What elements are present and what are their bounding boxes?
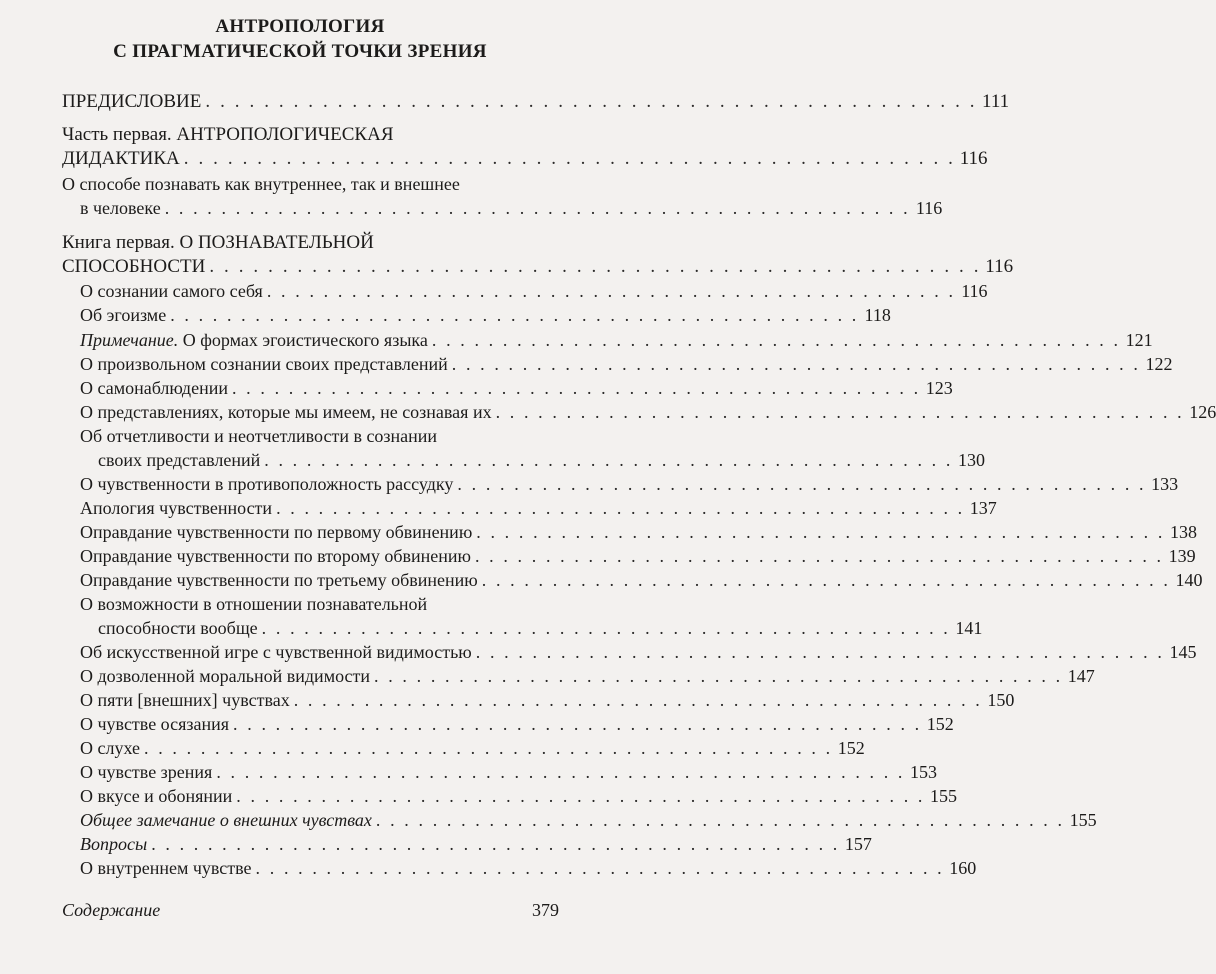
toc-page-number: 118	[864, 305, 891, 325]
toc-page-number: 126	[1189, 402, 1216, 422]
toc-entry[interactable]	[80, 714, 954, 739]
toc-page-number: 141	[955, 618, 983, 638]
leader-dots: . . . . . . . . . . . . . . . . . . . . . . . . . . . . . . . . . . . . . . . . . . . . . . . . .	[236, 786, 925, 806]
toc-entry-text: Оправдание чувственности по первому обвинению	[80, 522, 473, 542]
part1-heading-line1: Часть первая. АНТРОПОЛОГИЧЕСКАЯ	[62, 124, 394, 145]
toc-entry[interactable]	[80, 474, 1179, 499]
toc-entry-text: ДИДАКТИКА	[62, 148, 180, 169]
leader-dots: . . . . . . . . . . . . . . . . . . . . . . . . . . . . . . . . . . . . . . . . . . . . . . . . .	[457, 474, 1147, 494]
toc-entry-text: О чувстве зрения	[80, 762, 213, 782]
leader-dots: . . . . . . . . . . . . . . . . . . . . . . . . . . . . . . . . . . . . . . . . . . . . . . . . .	[144, 738, 833, 758]
note-label: Примечание.	[80, 330, 179, 350]
way-heading-line1: О способе познавать как внутреннее, так и внешнее	[62, 174, 460, 194]
toc-entry-text: способности вообще	[98, 618, 258, 638]
toc-page-number: 133	[1151, 474, 1179, 494]
toc-entry[interactable]	[80, 522, 1197, 547]
toc-entry[interactable]	[80, 690, 1015, 715]
toc-entry[interactable]	[80, 810, 1097, 835]
leader-dots: . . . . . . . . . . . . . . . . . . . . . . . . . . . . . . . . . . . . . . . . . . . . . . . . .	[170, 305, 859, 325]
toc-page-number: 137	[969, 498, 997, 518]
leader-dots: . . . . . . . . . . . . . . . . . . . . . . . . . . . . . . . . . . . . . . . . . . . . . . . . .	[481, 570, 1171, 590]
toc-page-number: 150	[987, 690, 1015, 710]
toc-entry-text: О дозволенной моральной видимости	[80, 666, 371, 686]
toc-entry[interactable]	[80, 305, 891, 330]
toc-entry-text: О чувственности в противоположность рассудку	[80, 474, 454, 494]
toc-entry[interactable]	[80, 378, 953, 403]
toc-entry-text: О вкусе и обонянии	[80, 786, 233, 806]
toc-entry[interactable]	[80, 738, 865, 763]
toc-page-number: 138	[1169, 522, 1197, 542]
leader-dots: . . . . . . . . . . . . . . . . . . . . . . . . . . . . . . . . . . . . . . . . . . . . . . . . .	[474, 546, 1164, 566]
toc-page-number: 116	[915, 198, 943, 218]
title-line-1: АНТРОПОЛОГИЯ	[215, 16, 385, 37]
note-text: О формах эгоистического языка	[178, 330, 428, 350]
toc-entry-text: О чувстве осязания	[80, 714, 230, 734]
toc-entry[interactable]	[80, 762, 938, 787]
leader-dots: . . . . . . . . . . . . . . . . . . . . . . . . . . . . . . . . . . . . . . . . . . . . . . . . .	[475, 642, 1165, 662]
leader-dots: . . . . . . . . . . . . . . . . . . . . . . . . . . . . . . . . . . . . . . . . . . . . . . . . .	[233, 714, 922, 734]
toc-entry[interactable]	[80, 570, 1203, 595]
toc-entry-text: Оправдание чувственности по второму обвинению	[80, 546, 471, 566]
leader-dots: . . . . . . . . . . . . . . . . . . . . . . . . . . . . . . . . . . . . . . . . . . . . . . . . .	[431, 330, 1121, 350]
toc-page-number: 116	[961, 281, 988, 301]
clarity-heading-line1: Об отчетливости и неотчетливости в сознании	[80, 426, 438, 446]
toc-entry-preface[interactable]	[62, 91, 1010, 116]
leader-dots: . . . . . . . . . . . . . . . . . . . . . . . . . . . . . . . . . . . . . . . . . . . . . . . . . . . . .	[183, 148, 956, 169]
toc-entry[interactable]	[80, 498, 997, 523]
leader-dots: . . . . . . . . . . . . . . . . . . . . . . . . . . . . . . . . . . . . . . . . . . . . . . . . .	[276, 498, 965, 518]
toc-entry-text: в человеке	[80, 198, 161, 218]
toc-entry-text: О представлениях, которые мы имеем, не сознавая их	[80, 402, 492, 422]
leader-dots: . . . . . . . . . . . . . . . . . . . . . . . . . . . . . . . . . . . . . . . . . . . . . . . . .	[293, 690, 983, 710]
toc-entry[interactable]	[80, 354, 1173, 379]
toc-page-number: 155	[930, 786, 957, 806]
toc-entry-text: О сознании самого себя	[80, 281, 263, 301]
toc-entry[interactable]	[80, 786, 957, 811]
toc-page-number: 123	[925, 378, 953, 398]
leader-dots: . . . . . . . . . . . . . . . . . . . . . . . . . . . . . . . . . . . . . . . . . . . . . . . . .	[231, 378, 921, 398]
toc-entry-text: Апология чувственности	[80, 498, 273, 518]
toc-page-number: 157	[844, 834, 872, 854]
page-number: 379	[532, 900, 559, 920]
toc-entry-text	[80, 330, 428, 351]
toc-page-number: 145	[1169, 642, 1197, 662]
running-footer-section: Содержание	[62, 900, 161, 920]
leader-dots: . . . . . . . . . . . . . . . . . . . . . . . . . . . . . . . . . . . . . . . . . . . . . . . . .	[261, 618, 951, 638]
leader-dots: . . . . . . . . . . . . . . . . . . . . . . . . . . . . . . . . . . . . . . . . . . . . . . . . .	[255, 858, 945, 878]
leader-dots: . . . . . . . . . . . . . . . . . . . . . . . . . . . . . . . . . . . . . . . . . . . . . . . . .	[374, 666, 1063, 686]
leader-dots: . . . . . . . . . . . . . . . . . . . . . . . . . . . . . . . . . . . . . . . . . . . . . . . . .	[151, 834, 840, 854]
leader-dots: . . . . . . . . . . . . . . . . . . . . . . . . . . . . . . . . . . . . . . . . . . . . . . . . .	[451, 354, 1141, 374]
toc-entry-text: Общее замечание о внешних чувствах	[80, 810, 372, 830]
toc-page-number: 147	[1067, 666, 1095, 686]
toc-entry[interactable]	[80, 858, 977, 883]
toc-entry-text: ПРЕДИСЛОВИЕ	[62, 91, 202, 112]
toc-entry[interactable]	[80, 402, 1216, 427]
toc-entry[interactable]	[80, 330, 1153, 355]
toc-entry-clarity[interactable]	[98, 450, 985, 475]
toc-entry-book1[interactable]	[62, 256, 1014, 281]
toc-page-number: 111	[982, 91, 1010, 112]
toc-page-number: 155	[1069, 810, 1097, 830]
leader-dots: . . . . . . . . . . . . . . . . . . . . . . . . . . . . . . . . . . . . . . . . . . . . . . . . .	[216, 762, 906, 782]
toc-page-number: 121	[1125, 330, 1153, 350]
toc-entry[interactable]	[80, 666, 1095, 691]
toc-entry-text: СПОСОБНОСТИ	[62, 256, 206, 277]
leader-dots: . . . . . . . . . . . . . . . . . . . . . . . . . . . . . . . . . . . . . . . . . . . . . . . . .	[476, 522, 1165, 542]
toc-page-number: 152	[926, 714, 954, 734]
toc-entry-part1[interactable]	[62, 148, 988, 173]
toc-page-number: 139	[1168, 546, 1196, 566]
toc-page-number: 140	[1175, 570, 1203, 590]
toc-page-number: 153	[910, 762, 938, 782]
leader-dots: . . . . . . . . . . . . . . . . . . . . . . . . . . . . . . . . . . . . . . . . . . . . . . . . . . . . .	[205, 91, 978, 112]
toc-entry[interactable]	[80, 281, 988, 306]
toc-entry[interactable]	[80, 546, 1196, 571]
toc-entry[interactable]	[80, 642, 1197, 667]
toc-entry-text: О самонаблюдении	[80, 378, 228, 398]
toc-page-number: 116	[959, 148, 988, 169]
toc-entry-text: О произвольном сознании своих представлений	[80, 354, 448, 374]
toc-page-number: 122	[1145, 354, 1173, 374]
toc-page-number: 116	[985, 256, 1014, 277]
ability-heading-line1: О возможности в отношении познавательной	[80, 594, 428, 614]
toc-entry-text: Об эгоизме	[80, 305, 167, 325]
leader-dots: . . . . . . . . . . . . . . . . . . . . . . . . . . . . . . . . . . . . . . . . . . . . . . . . . . . . .	[209, 256, 982, 277]
toc-entry-text: Об искусственной игре с чувственной видимостью	[80, 642, 472, 662]
leader-dots: . . . . . . . . . . . . . . . . . . . . . . . . . . . . . . . . . . . . . . . . . . . . . . . . .	[495, 402, 1185, 422]
toc-page-number: 130	[957, 450, 985, 470]
toc-entry-way[interactable]	[80, 198, 943, 223]
toc-page-number: 152	[837, 738, 865, 758]
toc-entry-text: О слухе	[80, 738, 141, 758]
toc-page-number: 160	[949, 858, 977, 878]
title-line-2: С ПРАГМАТИЧЕСКОЙ ТОЧКИ ЗРЕНИЯ	[113, 41, 487, 62]
toc-entry-text: Оправдание чувственности по третьему обвинению	[80, 570, 478, 590]
leader-dots: . . . . . . . . . . . . . . . . . . . . . . . . . . . . . . . . . . . . . . . . . . . . . . . . .	[375, 810, 1065, 830]
leader-dots: . . . . . . . . . . . . . . . . . . . . . . . . . . . . . . . . . . . . . . . . . . . . . . . . . . . . .	[164, 198, 911, 218]
toc-entry-text: своих представлений	[98, 450, 261, 470]
leader-dots: . . . . . . . . . . . . . . . . . . . . . . . . . . . . . . . . . . . . . . . . . . . . . . . . .	[264, 450, 953, 470]
toc-entry[interactable]	[80, 834, 872, 859]
toc-entry-text: О пяти [внешних] чувствах	[80, 690, 290, 710]
toc-entry-text: О внутреннем чувстве	[80, 858, 252, 878]
leader-dots: . . . . . . . . . . . . . . . . . . . . . . . . . . . . . . . . . . . . . . . . . . . . . . . . .	[266, 281, 956, 301]
toc-entry-text: Вопросы	[80, 834, 148, 854]
toc-entry-ability[interactable]	[98, 618, 983, 643]
book1-heading-line1: Книга первая. О ПОЗНАВАТЕЛЬНОЙ	[62, 232, 374, 253]
